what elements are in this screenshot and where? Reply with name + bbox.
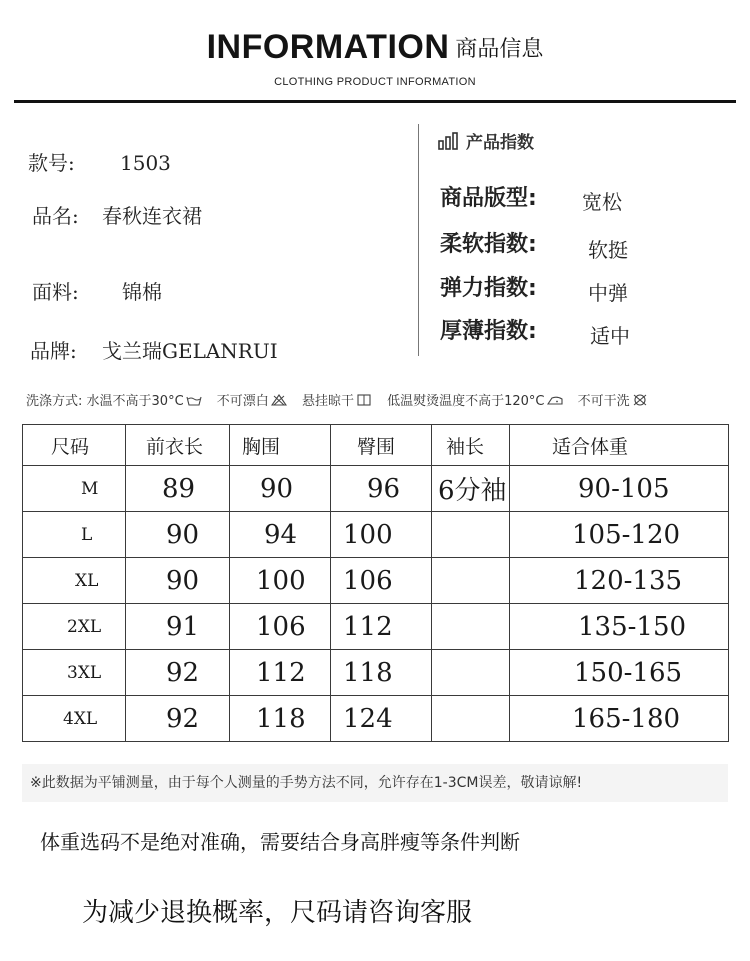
cell-sleeve [432, 696, 510, 742]
iron-text: 低温熨烫温度不高于120°C [387, 394, 545, 409]
no-bleach-icon [271, 394, 287, 406]
info-value: 戈兰瑞GELANRUI [102, 339, 278, 363]
washing-instructions [26, 390, 651, 409]
header-chest: 胸围 [230, 425, 331, 466]
index-value-thickness: 适中 [590, 324, 630, 348]
cell-hip: 112 [331, 604, 432, 650]
table-header-row [23, 425, 729, 466]
header-divider [14, 100, 736, 103]
info-label: 面料: [32, 280, 79, 304]
weight-note: 体重选码不是绝对准确，需要结合身高胖瘦等条件判断 [40, 830, 520, 854]
cell-weight: 150-165 [510, 650, 729, 696]
cell-chest: 100 [230, 558, 331, 604]
indices-heading-text: 产品指数 [466, 133, 534, 153]
measurement-note: ※此数据为平铺测量，由于每个人测量的手势方法不同，允许存在1-3CM误差，敬请谅解! [22, 764, 728, 802]
cell-chest: 90 [230, 466, 331, 512]
info-label: 款号: [28, 151, 75, 175]
cell-sleeve [432, 650, 510, 696]
header-hip: 臀围 [331, 425, 432, 466]
wash-temp-text: 水温不高于30°C [86, 394, 184, 409]
cell-size: 4XL [23, 696, 126, 742]
cell-chest: 112 [230, 650, 331, 696]
table-row [23, 512, 729, 558]
cell-hip: 100 [331, 512, 432, 558]
info-value: 锦棉 [122, 280, 162, 304]
header-sleeve: 袖长 [432, 425, 510, 466]
page-subtitle: CLOTHING PRODUCT INFORMATION [274, 76, 476, 88]
title-english: INFORMATION [206, 28, 450, 66]
index-label-thickness: 厚薄指数: [440, 319, 537, 344]
index-label-elasticity: 弹力指数: [440, 276, 537, 301]
table-row [23, 604, 729, 650]
cell-chest: 94 [230, 512, 331, 558]
hang-dry-icon [356, 394, 372, 406]
info-style-number [28, 147, 171, 176]
info-value: 1503 [120, 151, 171, 175]
size-table [22, 424, 729, 742]
table-row [23, 466, 729, 512]
cell-front-length: 91 [126, 604, 230, 650]
cell-front-length: 89 [126, 466, 230, 512]
service-note: 为减少退换概率，尺码请咨询客服 [82, 898, 473, 928]
cell-hip: 124 [331, 696, 432, 742]
info-product-name [32, 200, 202, 229]
info-brand [30, 335, 278, 364]
cell-hip: 96 [331, 466, 432, 512]
info-label: 品牌: [30, 339, 77, 363]
index-label-fit: 商品版型: [440, 186, 537, 211]
no-dry-clean-text: 不可干洗 [577, 394, 630, 409]
no-dry-clean-icon [632, 394, 648, 406]
cell-weight: 90-105 [510, 466, 729, 512]
bar-chart-icon [438, 132, 460, 155]
cell-size: M [23, 466, 126, 512]
cell-size: 2XL [23, 604, 126, 650]
cell-hip: 106 [331, 558, 432, 604]
cell-sleeve [432, 558, 510, 604]
cell-sleeve [432, 604, 510, 650]
cell-weight: 165-180 [510, 696, 729, 742]
cell-chest: 118 [230, 696, 331, 742]
washing-label: 洗涤方式: [26, 394, 83, 409]
cell-weight: 135-150 [510, 604, 729, 650]
table-row [23, 558, 729, 604]
index-value-fit: 宽松 [582, 190, 622, 214]
info-value: 春秋连衣裙 [102, 204, 202, 228]
info-divider [418, 124, 419, 356]
cell-weight: 105-120 [510, 512, 729, 558]
cell-hip: 118 [331, 650, 432, 696]
header-size: 尺码 [23, 425, 126, 466]
cell-size: XL [23, 558, 126, 604]
cell-weight: 120-135 [510, 558, 729, 604]
cell-front-length: 90 [126, 512, 230, 558]
cell-front-length: 92 [126, 650, 230, 696]
cell-chest: 106 [230, 604, 331, 650]
indices-heading [438, 128, 534, 155]
wash-tub-icon [186, 394, 202, 406]
cell-front-length: 90 [126, 558, 230, 604]
hang-dry-text: 悬挂晾干 [301, 394, 354, 409]
cell-sleeve: 6分袖 [432, 466, 510, 512]
table-row [23, 650, 729, 696]
header-weight: 适合体重 [510, 425, 729, 466]
header-front-length: 前衣长 [126, 425, 230, 466]
index-label-softness: 柔软指数: [440, 232, 537, 257]
iron-low-icon [547, 394, 563, 406]
cell-size: L [23, 512, 126, 558]
info-fabric [32, 276, 162, 305]
cell-front-length: 92 [126, 696, 230, 742]
cell-sleeve [432, 512, 510, 558]
index-value-softness: 软挺 [588, 238, 628, 262]
table-row [23, 696, 729, 742]
info-label: 品名: [32, 204, 79, 228]
no-bleach-text: 不可漂白 [216, 394, 269, 409]
index-value-elasticity: 中弹 [588, 281, 628, 305]
page-title [0, 28, 750, 67]
cell-size: 3XL [23, 650, 126, 696]
title-chinese: 商品信息 [455, 37, 544, 62]
